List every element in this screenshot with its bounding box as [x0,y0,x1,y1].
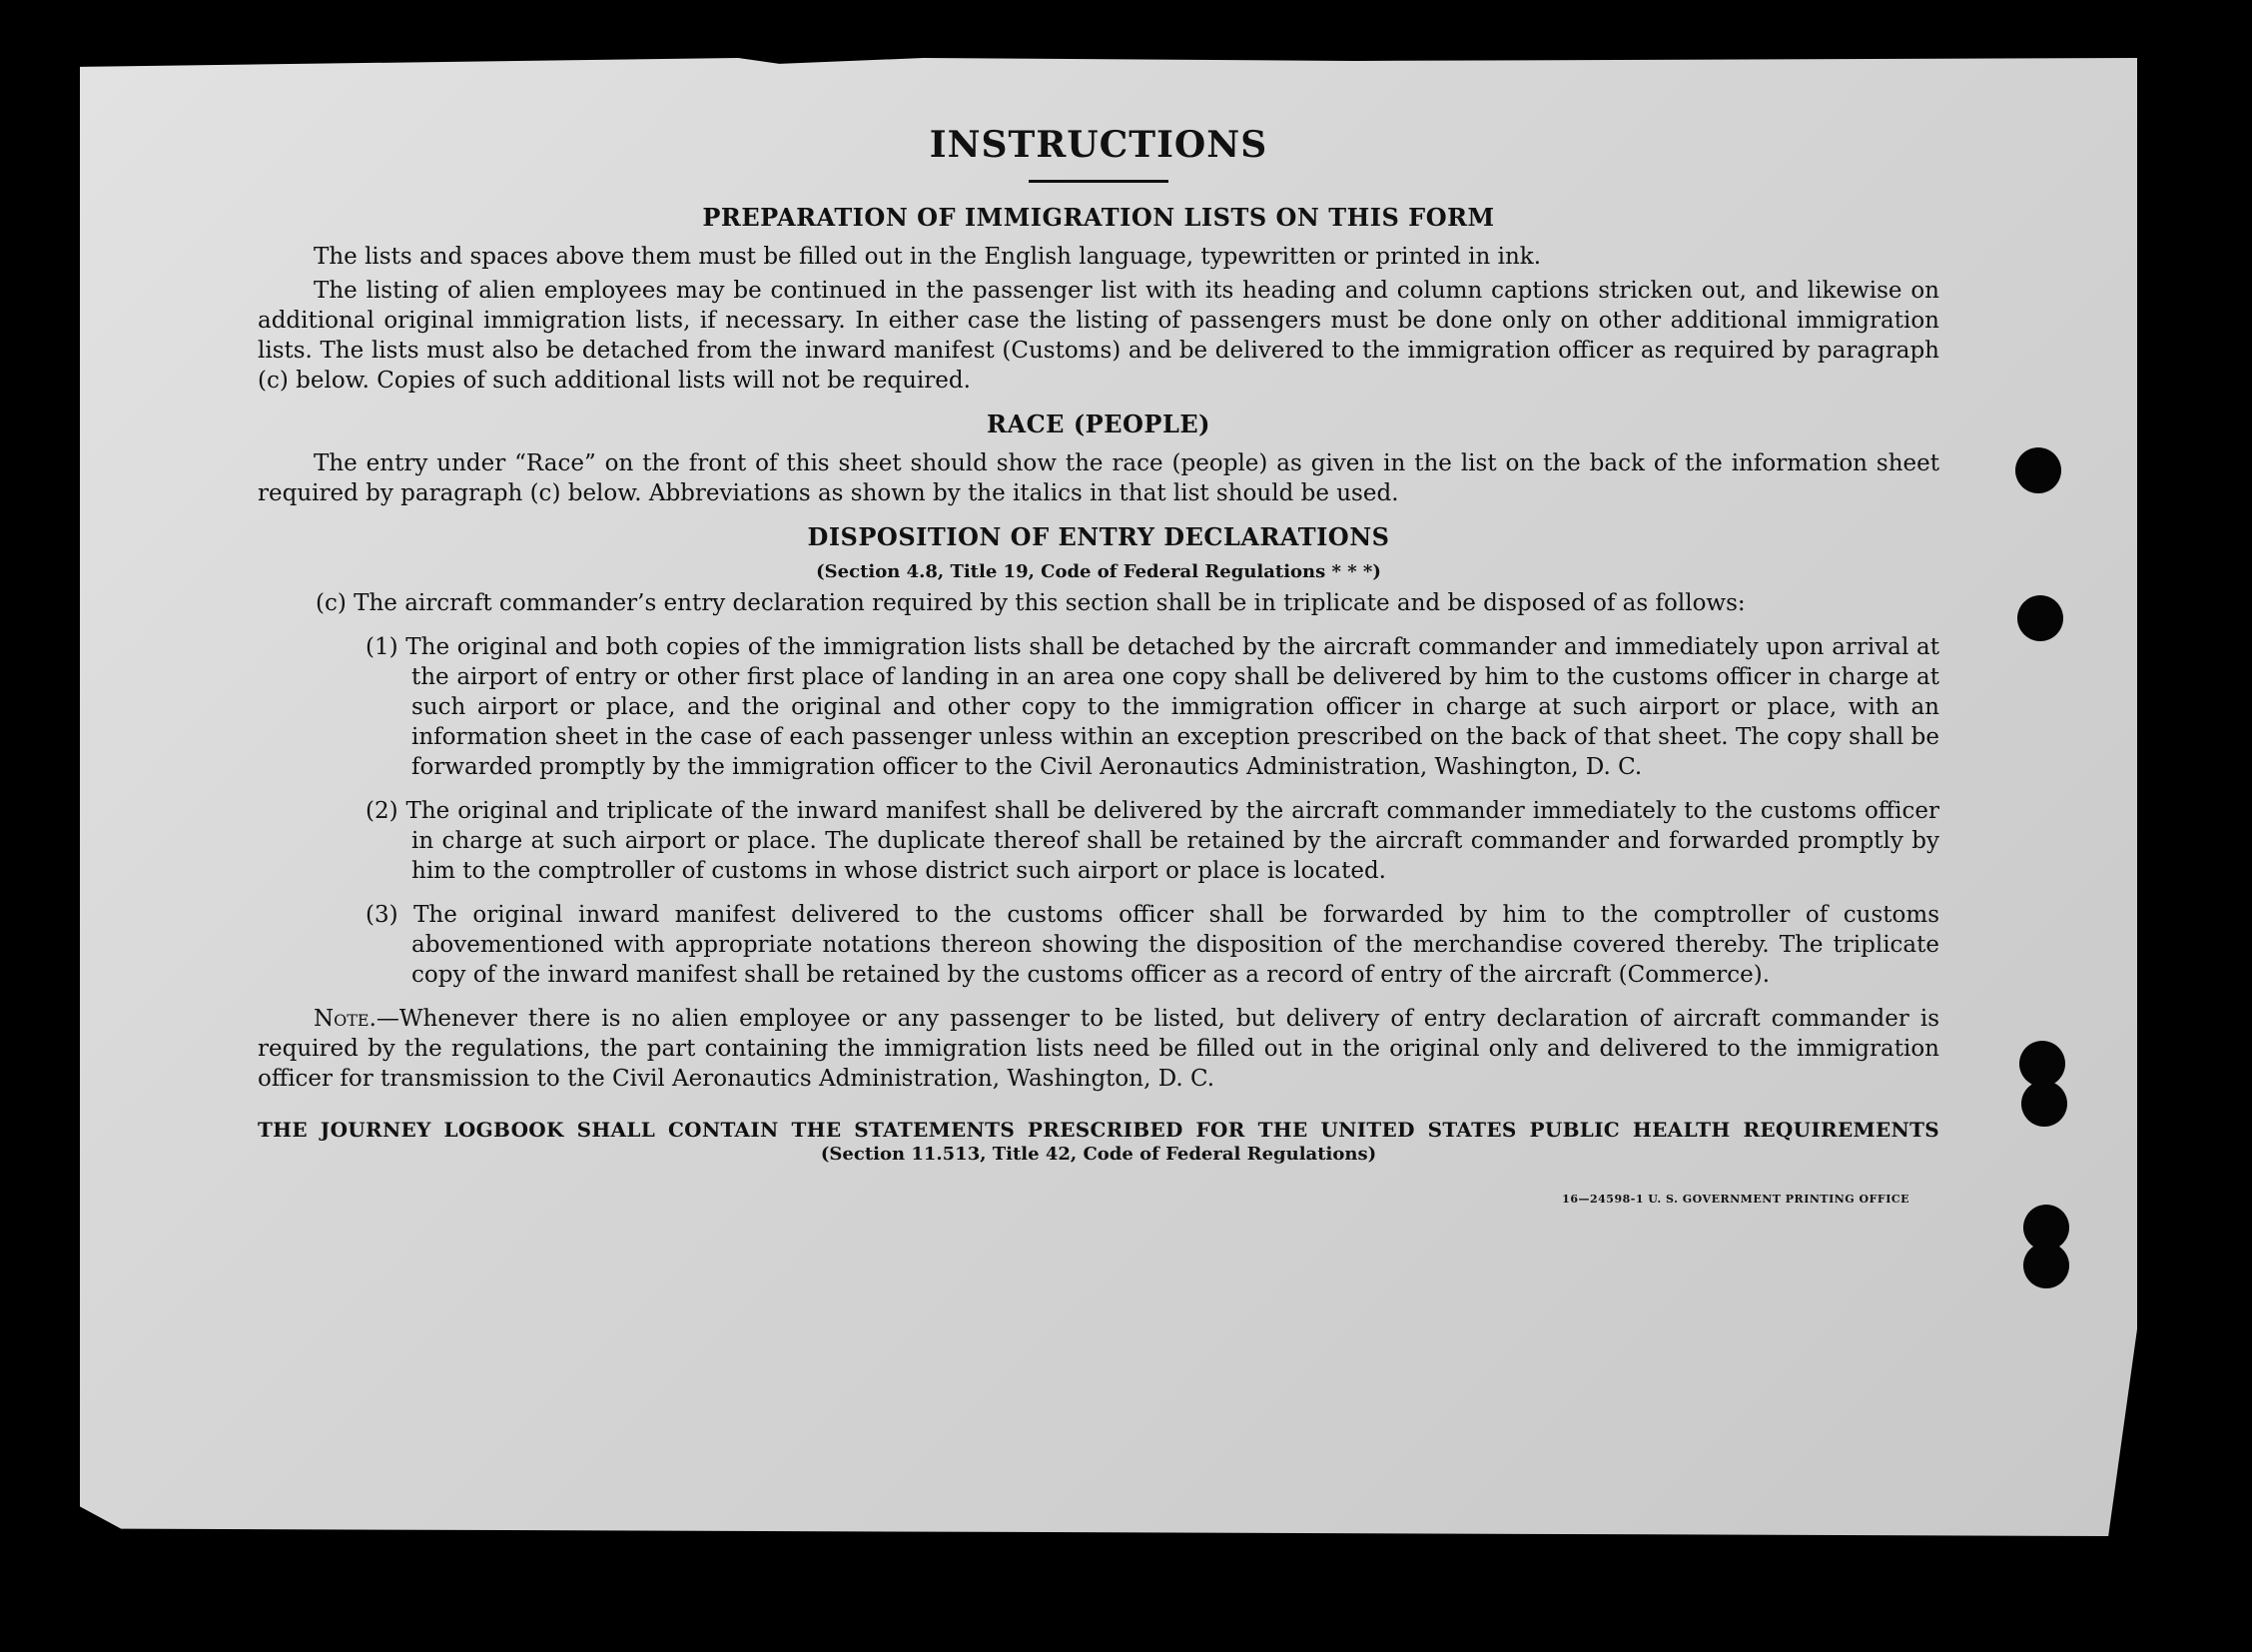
race-heading: RACE (PEOPLE) [987,410,1210,438]
instructions-content [258,110,1939,1206]
disposition-clause-c: (c) The aircraft commander’s entry declaration required by this section shall be in triplicate and be disposed of as follows: [316,590,1746,616]
punch-hole [2015,447,2061,493]
note-label: Note. [314,1006,376,1032]
preparation-paragraph-2: The listing of alien employees may be continued in the passenger list with its heading and column captions stricken out, and likewise on additional original immigration lists, if necessary. In either case the listing of passengers must be done only on other additional immigration lists. The lists must also be detached from the inward manifest (Customs) and be delivered to the immigration officer as required by paragraph (c) below. Copies of such additional lists will not be required. [258,278,1939,394]
disposition-item-3: (3) The original inward manifest delivered to the customs officer shall be forwarded by him to the comptroller of customs abovementioned with appropriate notations thereon showing the disposition of the merchandise covered thereby. The triplicate copy of the inward manifest shall be retained by the customs officer as a record of entry of the aircraft (Commerce). [366,902,1939,988]
punch-hole [2021,1081,2067,1127]
disposition-heading: DISPOSITION OF ENTRY DECLARATIONS [807,522,1390,551]
page-title: INSTRUCTIONS [929,124,1268,166]
printing-office-code: 16—24598-1 U. S. GOVERNMENT PRINTING OFFICE [1562,1193,1909,1206]
preparation-paragraph-1: The lists and spaces above them must be filled out in the English language, typewritten or printed in ink. [314,244,1542,270]
punch-hole [2023,1242,2069,1288]
punch-hole [2017,595,2063,641]
race-paragraph: The entry under “Race” on the front of this sheet should show the race (people) as given in the list on the back of the information sheet required by paragraph (c) below. Abbreviations as shown by the italics in that list should be used. [258,450,1939,506]
note-text: —Whenever there is no alien employee or any passenger to be listed, but delivery of entry declaration of aircraft commander is required by the regulations, the part containing the immigration lists need be filled out in the original only and delivered to the immigration officer for transmission to the Civil Aeronautics Administration, Washington, D. C. [258,1006,1939,1092]
disposition-citation: (Section 4.8, Title 19, Code of Federal Regulations * * *) [816,561,1381,582]
note-paragraph [258,1004,1939,1094]
logbook-requirement: THE JOURNEY LOGBOOK SHALL CONTAIN THE STATEMENTS PRESCRIBED FOR THE UNITED STATES PUBLIC HEALTH REQUIREMENTS [258,1118,1939,1142]
logbook-citation: (Section 11.513, Title 42, Code of Federal Regulations) [820,1144,1377,1165]
preparation-heading: PREPARATION OF IMMIGRATION LISTS ON THIS FORM [702,203,1495,232]
title-rule [1029,180,1168,183]
disposition-item-2: (2) The original and triplicate of the inward manifest shall be delivered by the aircraft commander immediately to the customs officer in charge at such airport or place. The duplicate thereof shall be retained by the aircraft commander and forwarded promptly by him to the comptroller of customs in whose district such airport or place is located. [366,798,1939,884]
disposition-item-1: (1) The original and both copies of the immigration lists shall be detached by the aircraft commander and immediately upon arrival at the airport of entry or other first place of landing in an area one copy shall be delivered by him to the customs officer in charge at such airport or place, and the original and other copy to the immigration officer in charge at such airport or place, with an information sheet in the case of each passenger unless within an exception prescribed on the back of that sheet. The copy shall be forwarded promptly by the immigration officer to the Civil Aeronautics Administration, Washington, D. C. [366,634,1939,780]
